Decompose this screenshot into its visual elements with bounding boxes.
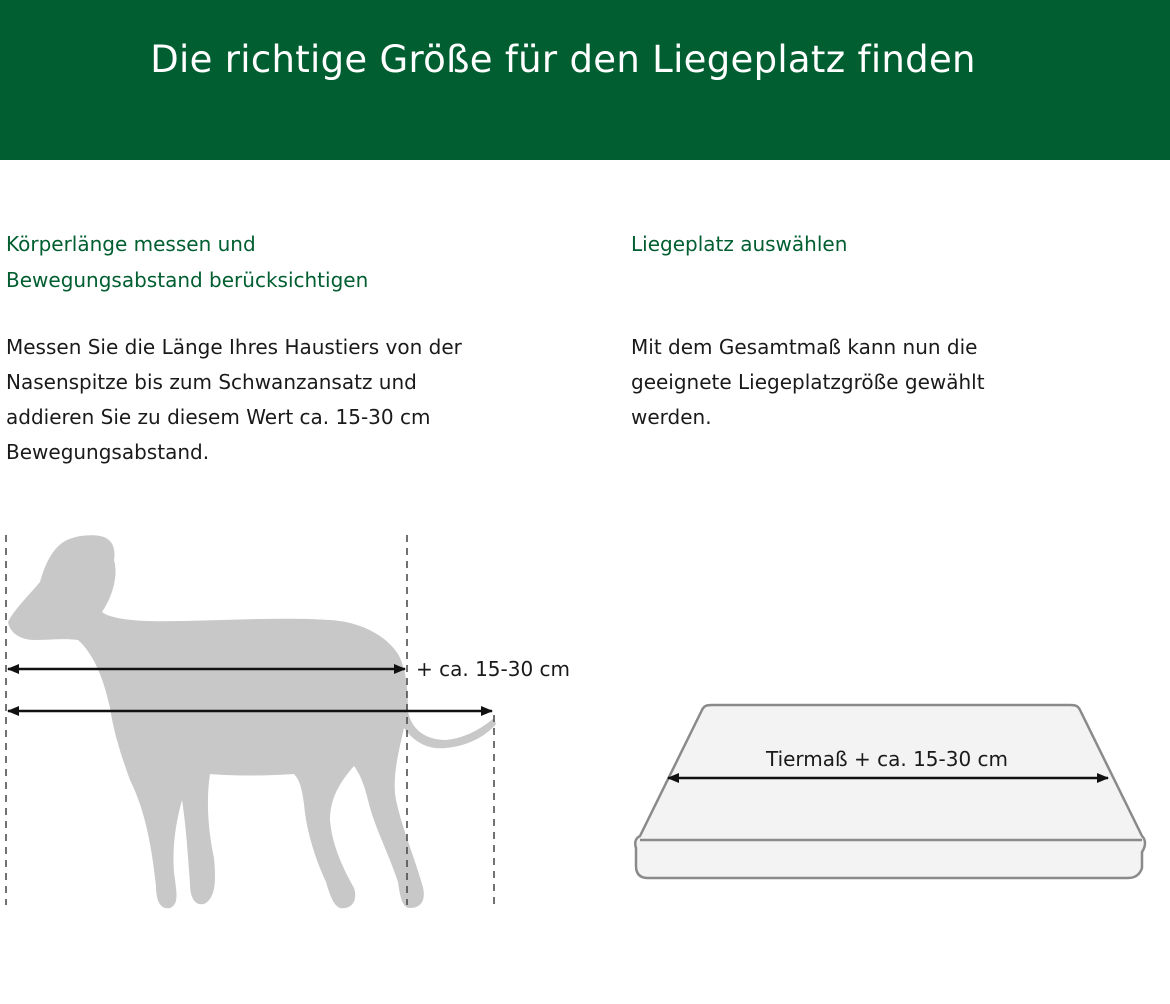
- measure-heading-line1: Körperlänge messen und: [6, 232, 256, 256]
- select-bed-instructions: [631, 330, 985, 435]
- measure-section: [6, 226, 566, 464]
- measure-heading-line2: Bewegungsabstand berücksichtigen: [6, 268, 369, 292]
- select-bed-heading: Liegeplatz auswählen: [631, 232, 848, 256]
- select-text-line2: geeignete Liegeplatzgröße gewählt: [631, 370, 985, 394]
- header-banner: [0, 0, 1170, 160]
- select-bed-section: [631, 226, 1151, 429]
- measure-text-line2: Nasenspitze bis zum Schwanzansatz und: [6, 370, 417, 394]
- select-text-line3: werden.: [631, 405, 712, 429]
- measure-instructions: [6, 330, 462, 470]
- measure-heading: [6, 226, 566, 298]
- dog-bed-icon: [635, 705, 1145, 878]
- measure-text-line3: addieren Sie zu diesem Wert ca. 15-30 cm: [6, 405, 431, 429]
- bed-size-label: Tiermaß + ca. 15-30 cm: [765, 747, 1009, 771]
- page-title: Die richtige Größe für den Liegeplatz finden: [150, 38, 976, 81]
- select-text-line1: Mit dem Gesamtmaß kann nun die: [631, 335, 978, 359]
- dog-silhouette-icon: [8, 535, 496, 908]
- measure-text-line4: Bewegungsabstand.: [6, 440, 210, 464]
- measurement-diagram: [0, 520, 1170, 940]
- extra-space-label: + ca. 15-30 cm: [416, 657, 571, 681]
- measure-text-line1: Messen Sie die Länge Ihres Haustiers von der: [6, 335, 462, 359]
